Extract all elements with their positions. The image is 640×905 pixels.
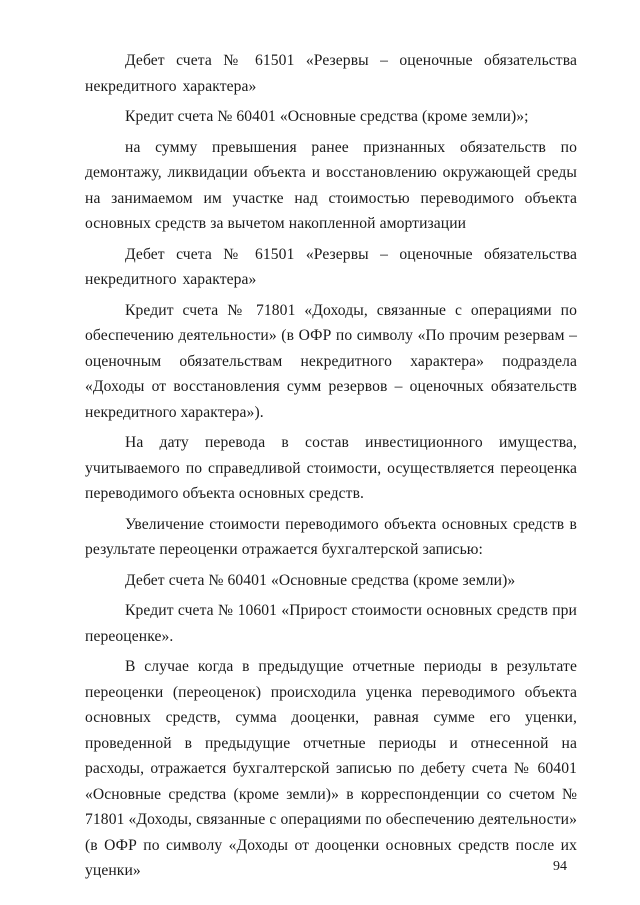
paragraph-credit-60401: Кредит счета № 60401 «Основные средства (кроме земли)»; xyxy=(125,108,529,125)
paragraph-debit-61501: Дебет счета № 61501 «Резервы – оценочные обязательства некредитного характера» xyxy=(85,52,577,95)
paragraph-transfer-date: На дату перевода в состав инвестиционного имущества, учитываемого по справедливой стоимости, осуществляется переоценка переводимого объекта основных средств. xyxy=(85,434,577,502)
paragraph-credit-10601: Кредит счета № 10601 «Прирост стоимости основных средств при переоценке». xyxy=(85,602,577,645)
paragraph-excess-obligations: на сумму превышения ранее признанных обязательств по демонтажу, ликвидации объекта и восстановлению окружающей среды на занимаемом им участке над стоимостью переводимого объекта основных средств за вычетом накопленной амортизации xyxy=(85,138,577,232)
page-number: 94 xyxy=(553,859,567,874)
paragraph-debit-61501-second: Дебет счета № 61501 «Резервы – оценочные обязательства некредитного характера» xyxy=(85,245,577,288)
body-text xyxy=(85,48,577,889)
paragraph-markdown-case: В случае когда в предыдущие отчетные периоды в результате переоценки (переоценок) происходила уценка переводимого объекта основных средств, сумма дооценки, равная сумме его уценки, проведенной в предыдущие отчетные периоды и отнесенной на расходы, отражается бухгалтерской записью по дебету счета № 60401 «Основные средства (кроме земли)» в корреспонденции со счетом № 71801 «Доходы, связанные с операциями по обеспечению деятельности» (в ОФР по символу «Доходы от дооценки основных средств после их уценки» xyxy=(85,658,577,879)
paragraph-credit-71801: Кредит счета № 71801 «Доходы, связанные с операциями по обеспечению деятельности» (в ОФР по символу «По прочим резервам – оценочным обязательствам некредитного характера» подраздела «Доходы от восстановления сумм резервов – оценочных обязательств некредитного характера»). xyxy=(85,301,577,421)
paragraph-revaluation-increase: Увеличение стоимости переводимого объекта основных средств в результате переоценки отражается бухгалтерской записью: xyxy=(85,515,577,558)
paragraph-debit-60401: Дебет счета № 60401 «Основные средства (кроме земли)» xyxy=(125,571,516,589)
